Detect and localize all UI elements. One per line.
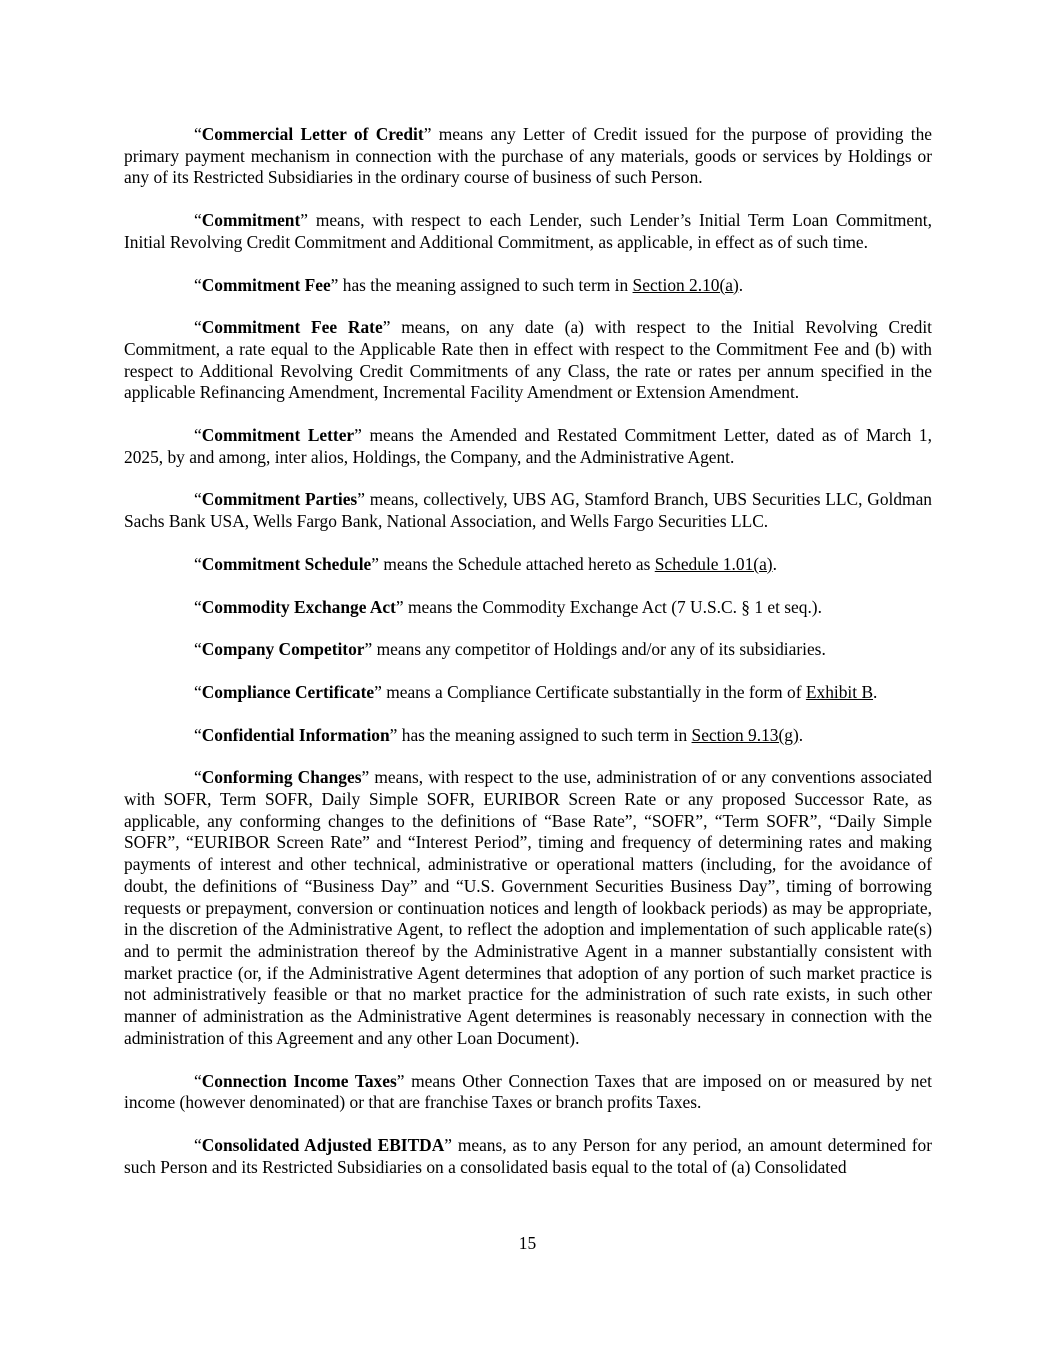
- defined-term: Connection Income Taxes: [201, 1070, 397, 1091]
- defined-term: Confidential Information: [201, 724, 390, 745]
- defined-term: Company Competitor: [201, 639, 365, 660]
- defined-term: Commitment Schedule: [201, 553, 372, 574]
- schedule-reference: Schedule 1.01(a): [654, 553, 773, 574]
- definition-text: means Other Connection Taxes that are imposed on or measured by net income (however denominated) or that are franchise Taxes or branch profits Taxes.: [124, 1070, 932, 1113]
- definition-text-end: .: [738, 274, 744, 295]
- document-page: [124, 124, 932, 1199]
- definition-commitment: “Commitment” means, with respect to each Lender, such Lender’s Initial Term Loan Commitment, Initial Revolving Credit Commitment and Additional Commitment, as applicable, in effect as of such time.: [124, 210, 932, 252]
- defined-term: Commitment Parties: [201, 489, 358, 510]
- definition-commitment-fee-rate: “Commitment Fee Rate” means, on any date (a) with respect to the Initial Revolving Credit Commitment, a rate equal to the Applicable Rate then in effect with respect to the Commitment Fee and (b) with respect to Additional Revolving Credit Commitments of any Class, the rate or rates per annum specified in the applicable Refinancing Amendment, Incremental Facility Amendment or Extension Amendment.: [124, 317, 932, 403]
- definition-text: means, as to any Person for any period, an amount determined for such Person and its Restricted Subsidiaries on a consolidated basis equal to the total of (a) Consolidated: [124, 1134, 933, 1177]
- definition-commitment-parties: “Commitment Parties” means, collectively, UBS AG, Stamford Branch, UBS Securities LLC, Goldman Sachs Bank USA, Wells Fargo Bank, National Association, and Wells Fargo Securities LLC.: [124, 489, 932, 532]
- definition-text-end: .: [798, 724, 804, 745]
- definition-commercial-letter-of-credit: “Commercial Letter of Credit” means any Letter of Credit issued for the purpose of providing the primary payment mechanism in connection with the purchase of any materials, goods or services by Holdings or any of its Restricted Subsidiaries in the ordinary course of business of such Person.: [124, 124, 932, 188]
- definition-connection-income-taxes: “Connection Income Taxes” means Other Connection Taxes that are imposed on or measured by net income (however denominated) or that are franchise Taxes or branch profits Taxes.: [124, 1070, 932, 1113]
- defined-term: Compliance Certificate: [201, 681, 375, 702]
- definition-confidential-information: “Confidential Information” has the meaning assigned to such term in Section 9.13(g).: [194, 724, 804, 745]
- definition-commitment-letter: “Commitment Letter” means the Amended and Restated Commitment Letter, dated as of March 1, 2025, by and among, inter alios, Holdings, the Company, and the Administrative Agent.: [124, 425, 932, 467]
- exhibit-reference: Exhibit B: [805, 681, 874, 702]
- defined-term: Commitment Fee: [201, 274, 331, 295]
- defined-term: Commitment Fee Rate: [201, 317, 383, 338]
- definition-conforming-changes: “Conforming Changes” means, with respect to the use, administration of or any conventions associated with SOFR, Term SOFR, Daily Simple SOFR, EURIBOR Screen Rate or any proposed Successor Rate, as applicable, any conforming changes to the definitions of “Base Rate”, “SOFR”, “Term SOFR”, “Daily Simple SOFR”, “EURIBOR Screen Rate” and “Interest Period”, timing and frequency of determining rates and making payments of interest and other technical, administrative or operational matters (including, for the avoidance of doubt, the definitions of “Business Day” and “U.S. Government Securities Business Day”, timing of borrowing requests or prepayment, conversion or continuation notices and length of lookback periods) as may be appropriate, in the discretion of the Administrative Agent, to reflect the adoption and implementation of such applicable rate(s) and to permit the administration thereof by the Administrative Agent in a manner substantially consistent with market practice (or, if the Administrative Agent determines that adoption of any portion of such market practice is not administratively feasible or that no market practice for the administration of such rate exists, in such other manner of administration as the Administrative Agent determines is reasonably necessary in connection with the administration of this Agreement and any other Loan Document).: [124, 767, 932, 1048]
- definition-commitment-fee: “Commitment Fee” has the meaning assigned to such term in Section 2.10(a).: [194, 274, 744, 295]
- defined-term: Commitment Letter: [201, 425, 355, 446]
- definition-text: means the Amended and Restated Commitment Letter, dated as of March 1, 2025, by and among, inter alios, Holdings, the Company, and the Administrative Agent.: [124, 425, 932, 467]
- definition-text: means a Compliance Certificate substantially in the form of: [381, 681, 806, 702]
- definition-text: means any competitor of Holdings and/or any of its subsidiaries.: [372, 639, 826, 660]
- definition-text: means, collectively, UBS AG, Stamford Branch, UBS Securities LLC, Goldman Sachs Bank USA, Wells Fargo Bank, National Association, and Wells Fargo Securities LLC.: [124, 489, 932, 532]
- defined-term: Conforming Changes: [201, 767, 362, 788]
- definition-text: has the meaning assigned to such term in: [338, 274, 633, 295]
- definition-text: means the Schedule attached hereto as: [379, 553, 655, 574]
- defined-term: Commitment: [201, 210, 301, 231]
- defined-term: Commercial Letter of Credit: [201, 124, 424, 144]
- definition-text-end: .: [873, 681, 878, 702]
- section-reference: Section 9.13(g): [691, 724, 799, 745]
- definition-consolidated-adjusted-ebitda: “Consolidated Adjusted EBITDA” means, as to any Person for any period, an amount determined for such Person and its Restricted Subsidiaries on a consolidated basis equal to the total of (a) Consolidated: [124, 1134, 933, 1177]
- definition-commitment-schedule: “Commitment Schedule” means the Schedule attached hereto as Schedule 1.01(a).: [194, 553, 777, 574]
- definition-company-competitor: “Company Competitor” means any competitor of Holdings and/or any of its subsidiaries.: [194, 639, 826, 660]
- page-number: 15: [518, 1233, 537, 1253]
- defined-term: Commodity Exchange Act: [201, 596, 396, 617]
- definition-text: means, with respect to each Lender, such Lender’s Initial Term Loan Commitment, Initial Revolving Credit Commitment and Additional Commitment, as applicable, in effect as of such time.: [124, 210, 932, 252]
- definition-text: means the Commodity Exchange Act (7 U.S.C. § 1 et seq.).: [403, 596, 822, 617]
- defined-term: Consolidated Adjusted EBITDA: [201, 1134, 445, 1155]
- definition-text: has the meaning assigned to such term in: [397, 724, 692, 745]
- definition-text-end: .: [772, 553, 777, 574]
- definition-compliance-certificate: “Compliance Certificate” means a Compliance Certificate substantially in the form of Exhibit B.: [194, 681, 878, 702]
- section-reference: Section 2.10(a): [632, 274, 739, 295]
- definition-commodity-exchange-act: “Commodity Exchange Act” means the Commodity Exchange Act (7 U.S.C. § 1 et seq.).: [194, 596, 822, 617]
- definition-text: means, with respect to the use, administration of or any conventions associated with SOFR, Term SOFR, Daily Simple SOFR, EURIBOR Screen Rate or any proposed Successor Rate, as applicable, any conforming changes to the definitions of “Base Rate”, “SOFR”, “Term SOFR”, “Daily Simple SOFR”, “EURIBOR Screen Rate” and “Interest Period”, timing and frequency of determining rates and making payments of interest and other technical, administrative or operational matters (including, for the avoidance of doubt, the definitions of “Business Day” and “U.S. Government Securities Business Day”, timing of borrowing requests or prepayment, conversion or continuation notices and length of lookback periods) as may be appropriate, in the discretion of the Administrative Agent, to reflect the adoption and implementation of such applicable rate(s) and to permit the administration thereof by the Administrative Agent in a manner substantially consistent with market practice (or, if the Administrative Agent determines that adoption of any portion of such market practice is not administratively feasible or that no market practice for the administration of such rate exists, in such other manner of administration as the Administrative Agent determines is reasonably necessary in connection with the administration of this Agreement and any other Loan Document).: [124, 767, 932, 1048]
- definition-text: means any Letter of Credit issued for the purpose of providing the primary payment mechanism in connection with the purchase of any materials, goods or services by Holdings or any of its Restricted Subsidiaries in the ordinary course of business of such Person.: [124, 124, 932, 188]
- definition-text: means, on any date (a) with respect to the Initial Revolving Credit Commitment, a rate equal to the Applicable Rate then in effect with respect to the Commitment Fee and (b) with respect to Additional Revolving Credit Commitments of any Class, the rate or rates per annum specified in the applicable Refinancing Amendment, Incremental Facility Amendment or Extension Amendment.: [124, 317, 932, 403]
